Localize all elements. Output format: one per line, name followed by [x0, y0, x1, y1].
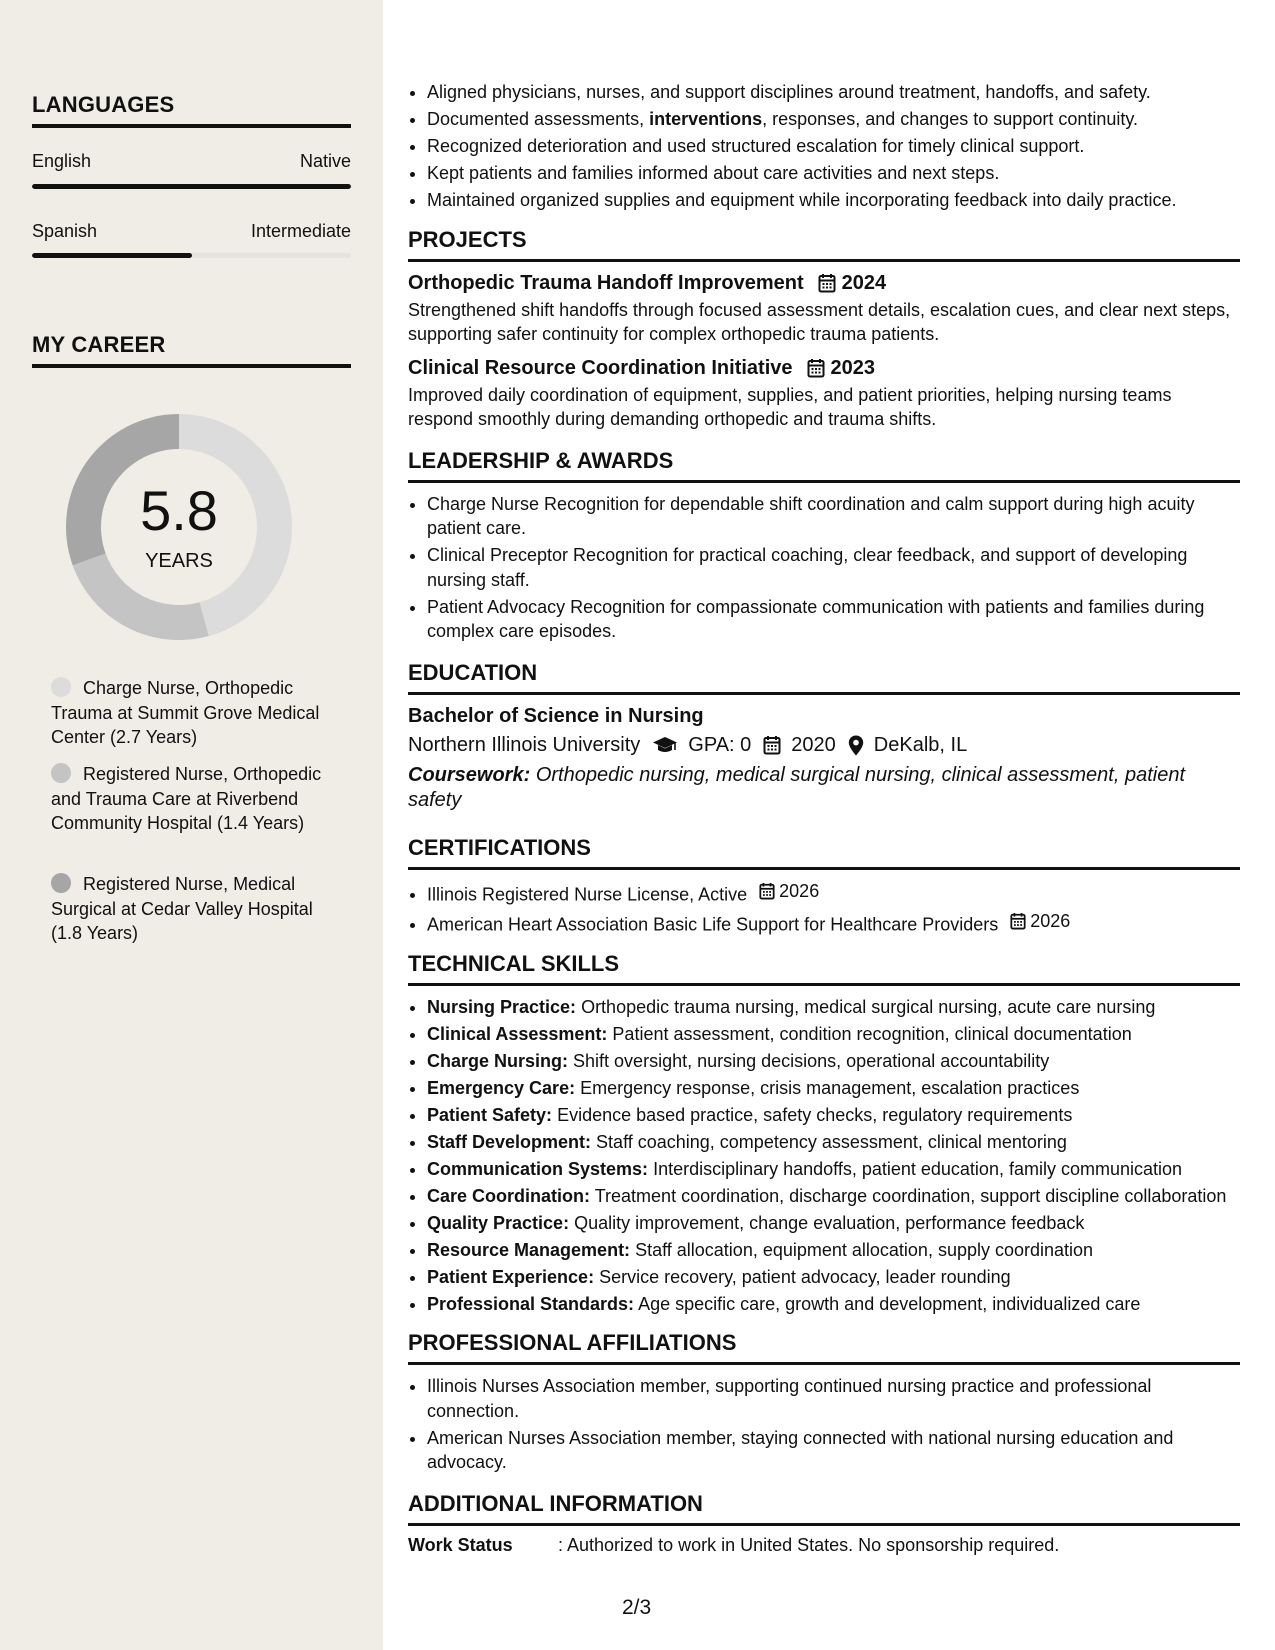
list-item — [427, 1238, 1240, 1263]
career-total-value: 5.8 — [140, 479, 218, 542]
career-legend-item — [51, 872, 341, 946]
skill-label: Communication Systems: — [427, 1158, 649, 1179]
legend-dot-icon — [51, 873, 71, 893]
skill-label: Nursing Practice: — [427, 996, 577, 1017]
additional-info-value: : Authorized to work in United States. No sponsorship required. — [558, 1534, 1060, 1555]
career-total-unit: YEARS — [145, 550, 213, 572]
calendar-icon — [1010, 912, 1026, 930]
bullet-emphasis: interventions — [649, 109, 763, 129]
experience-bullets — [408, 80, 1240, 213]
project-year: 2023 — [830, 356, 876, 379]
skill-text: Staff coaching, competency assessment, clinical mentoring — [596, 1131, 1067, 1152]
career-legend-label: Charge Nurse, Orthopedic Trauma at Summit Grove Medical Center (2.7 Years) — [51, 678, 320, 747]
skill-label: Clinical Assessment: — [427, 1023, 608, 1044]
bullet-text: Maintained organized supplies and equipment while incorporating feedback into daily practice. — [427, 190, 1177, 210]
bullet-text: Documented assessments, — [427, 109, 650, 129]
skill-text: Quality improvement, change evaluation, performance feedback — [574, 1212, 1085, 1233]
list-item: • Patient Advocacy Recognition for compassionate communication with patients and families during complex care episodes. — [427, 595, 1240, 644]
additional-info-heading: ADDITIONAL INFORMATION — [408, 1491, 1240, 1526]
skill-text: Treatment coordination, discharge coordination, support discipline collaboration — [594, 1185, 1227, 1206]
language-proficiency-fill — [32, 184, 351, 189]
skills-heading: TECHNICAL SKILLS — [408, 951, 1240, 986]
skill-label: Care Coordination: — [427, 1185, 591, 1206]
list-item — [427, 161, 1240, 186]
certification-year: 2026 — [779, 880, 820, 901]
main-content — [408, 80, 1240, 1556]
career-legend-item — [51, 676, 341, 750]
language-row — [32, 221, 351, 242]
calendar-icon — [818, 273, 836, 293]
skill-text: Orthopedic trauma nursing, medical surgical nursing, acute care nursing — [581, 996, 1156, 1017]
project-title: Clinical Resource Coordination Initiative — [408, 356, 793, 379]
project-description: Strengthened shift handoffs through focused assessment details, escalation cues, and clear next steps, supporting safer continuity for complex orthopedic trauma patients. — [408, 299, 1231, 344]
awards-heading: LEADERSHIP & AWARDS — [408, 448, 1240, 483]
skill-text: Emergency response, crisis management, escalation practices — [580, 1077, 1080, 1098]
awards-list — [408, 492, 1240, 644]
skill-text: Evidence based practice, safety checks, regulatory requirements — [557, 1104, 1073, 1125]
list-item — [427, 107, 1240, 132]
list-item — [427, 879, 1240, 907]
skill-text: Shift oversight, nursing decisions, operational accountability — [573, 1050, 1050, 1071]
skill-label: Resource Management: — [427, 1239, 631, 1260]
certifications-list — [408, 879, 1240, 937]
sidebar — [0, 0, 383, 1650]
legend-dot-icon — [51, 763, 71, 783]
language-proficiency-bar — [32, 184, 351, 189]
list-item — [427, 1130, 1240, 1155]
skill-label: Patient Safety: — [427, 1104, 553, 1125]
list-item — [427, 1184, 1240, 1209]
skill-text: Age specific care, growth and development, individualized care — [638, 1293, 1141, 1314]
skill-label: Quality Practice: — [427, 1212, 570, 1233]
list-item — [427, 1049, 1240, 1074]
certification-year: 2026 — [1030, 910, 1071, 931]
page-number: 2/3 — [622, 1596, 652, 1619]
skill-text: Interdisciplinary handoffs, patient education, family communication — [653, 1158, 1183, 1179]
projects-heading: PROJECTS — [408, 227, 1240, 262]
language-proficiency-bar — [32, 253, 351, 258]
list-item — [427, 1157, 1240, 1182]
language-level: Intermediate — [250, 221, 351, 241]
project-title-row — [408, 272, 1240, 295]
graduation-cap-icon — [652, 736, 678, 754]
skill-label: Patient Experience: — [427, 1266, 595, 1287]
bullet-text: Kept patients and families informed about care activities and next steps. — [427, 163, 1000, 183]
project-title-row — [408, 357, 1240, 380]
language-level: Native — [299, 151, 351, 171]
career-legend-item — [51, 762, 341, 836]
list-item — [427, 1292, 1240, 1317]
skill-text: Staff allocation, equipment allocation, supply coordination — [635, 1239, 1094, 1260]
list-item — [427, 995, 1240, 1020]
school-name: Northern Illinois University — [408, 733, 641, 756]
gpa: GPA: 0 — [688, 733, 752, 756]
affiliations-heading: PROFESSIONAL AFFILIATIONS — [408, 1330, 1240, 1365]
location-pin-icon — [848, 735, 864, 756]
list-item — [427, 1022, 1240, 1047]
skill-label: Professional Standards: — [427, 1293, 635, 1314]
additional-info-key: Work Status — [408, 1534, 513, 1555]
coursework-text: Orthopedic nursing, medical surgical nursing, clinical assessment, patient safety — [408, 763, 1186, 811]
skill-text: Service recovery, patient advocacy, leader rounding — [599, 1266, 1011, 1287]
list-item — [427, 188, 1240, 213]
project-title: Orthopedic Trauma Handoff Improvement — [408, 271, 804, 294]
calendar-icon — [759, 882, 775, 900]
calendar-icon — [763, 735, 781, 755]
language-name: English — [32, 151, 92, 171]
bullet-text: , responses, and changes to support continuity. — [762, 109, 1139, 129]
list-item — [427, 1265, 1240, 1290]
list-item — [427, 80, 1240, 105]
list-item: • Clinical Preceptor Recognition for practical coaching, clear feedback, and support of developing nursing staff. — [427, 543, 1240, 592]
skill-label: Staff Development: — [427, 1131, 592, 1152]
project-year: 2024 — [841, 271, 887, 294]
school-location: DeKalb, IL — [873, 733, 968, 756]
coursework-label: Coursework: — [408, 763, 531, 786]
list-item — [427, 1211, 1240, 1236]
additional-info-row — [408, 1535, 1240, 1556]
bullet-text: Aligned physicians, nurses, and support disciplines around treatment, handoffs, and safety. — [427, 82, 1151, 102]
list-item: • American Nurses Association member, staying connected with national nursing education and advocacy. — [427, 1426, 1240, 1475]
career-donut-chart — [66, 414, 292, 640]
career-heading: MY CAREER — [32, 332, 351, 368]
certifications-heading: CERTIFICATIONS — [408, 835, 1240, 870]
project-description: Improved daily coordination of equipment, supplies, and patient priorities, helping nursing teams respond smoothly during demanding orthopedic and trauma shifts. — [408, 384, 1172, 429]
skills-list — [408, 995, 1240, 1317]
certification-name: American Heart Association Basic Life Support for Healthcare Providers — [427, 914, 999, 934]
list-item — [427, 1076, 1240, 1101]
language-proficiency-fill — [32, 253, 192, 258]
certification-name: Illinois Registered Nurse License, Active — [427, 883, 748, 904]
education-details — [408, 734, 1240, 757]
languages-heading: LANGUAGES — [32, 92, 351, 128]
education-heading: EDUCATION — [408, 660, 1240, 695]
coursework — [408, 763, 1240, 813]
degree-title: Bachelor of Science in Nursing — [408, 704, 704, 727]
graduation-year: 2020 — [791, 733, 836, 756]
skill-text: Patient assessment, condition recognition, clinical documentation — [612, 1023, 1132, 1044]
list-item — [427, 134, 1240, 159]
language-row — [32, 151, 351, 172]
list-item — [427, 909, 1240, 937]
list-item: • Illinois Nurses Association member, supporting continued nursing practice and professional connection. — [427, 1374, 1240, 1423]
skill-label: Charge Nursing: — [427, 1050, 569, 1071]
list-item: • Charge Nurse Recognition for dependable shift coordination and calm support during high acuity patient care. — [427, 492, 1240, 541]
career-legend-label: Registered Nurse, Medical Surgical at Cedar Valley Hospital (1.8 Years) — [51, 874, 313, 943]
career-legend-label: Registered Nurse, Orthopedic and Trauma Care at Riverbend Community Hospital (1.4 Years) — [51, 764, 322, 833]
affiliations-list — [408, 1374, 1240, 1475]
language-name: Spanish — [32, 221, 98, 241]
calendar-icon — [807, 358, 825, 378]
skill-label: Emergency Care: — [427, 1077, 576, 1098]
list-item — [427, 1103, 1240, 1128]
bullet-text: Recognized deterioration and used structured escalation for timely clinical support. — [427, 136, 1085, 156]
legend-dot-icon — [51, 677, 71, 697]
